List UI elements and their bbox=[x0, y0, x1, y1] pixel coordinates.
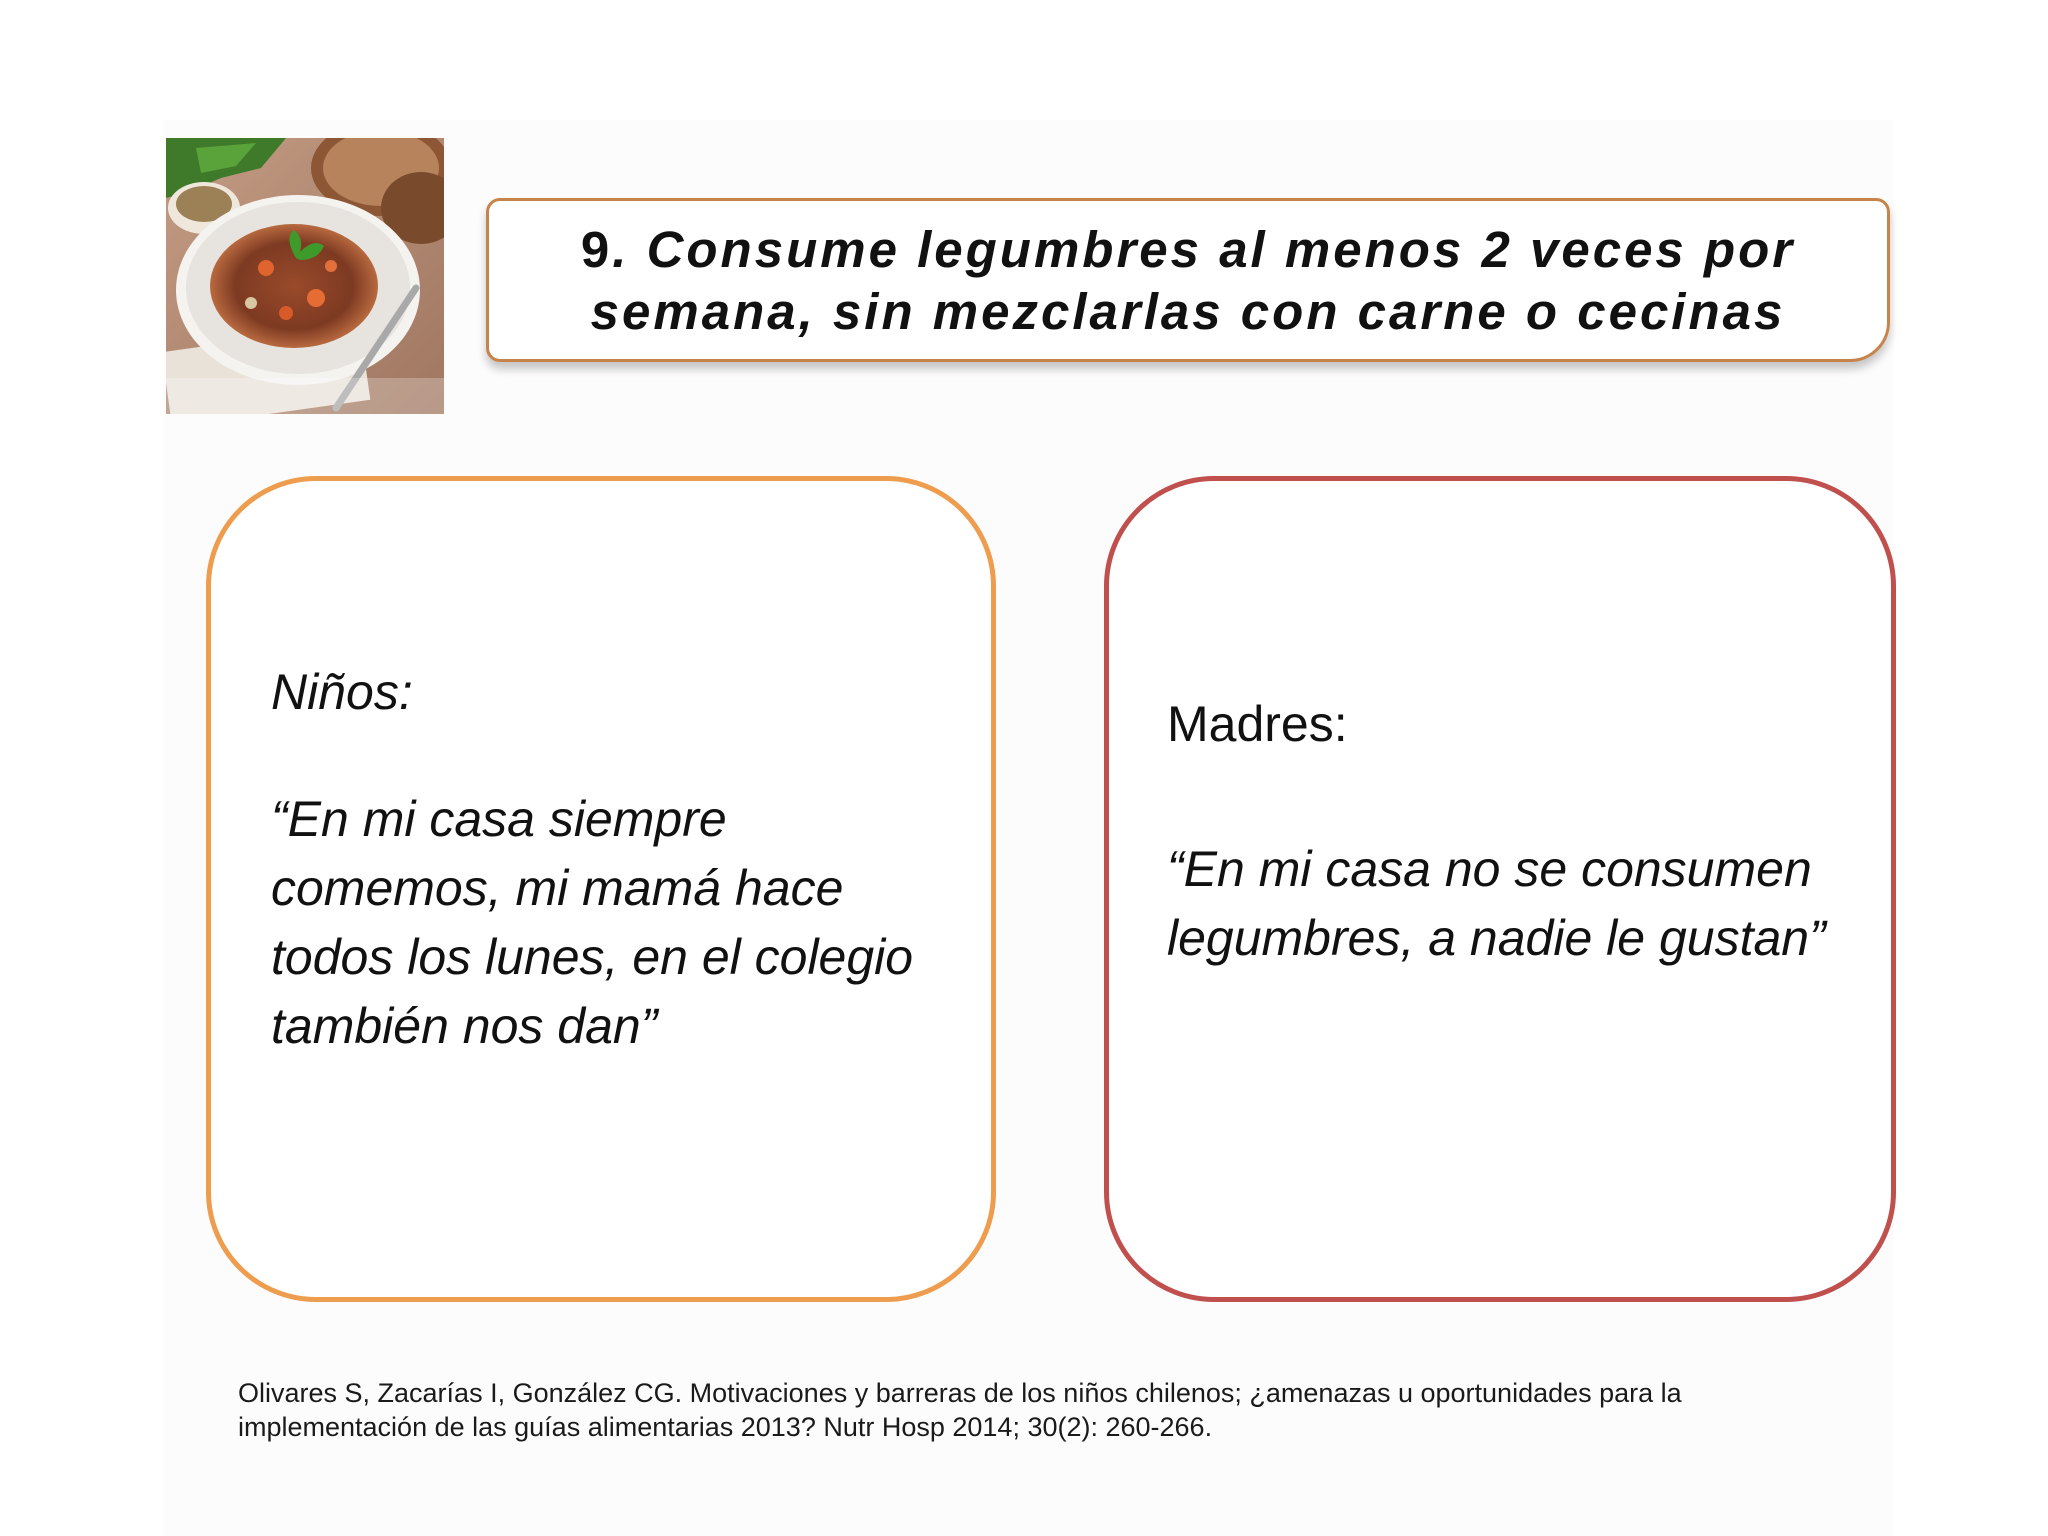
slide-title bbox=[489, 217, 1887, 343]
ninos-quote-card bbox=[206, 476, 996, 1302]
lentil-soup-icon bbox=[166, 138, 444, 414]
title-banner bbox=[486, 198, 1890, 362]
ninos-quote: “En mi casa siempre comemos, mi mamá hace todos los lunes, en el colegio también nos dan” bbox=[271, 791, 914, 1054]
madres-quote-card bbox=[1104, 476, 1896, 1302]
madres-heading: Madres: bbox=[1167, 696, 1348, 752]
title-number: 9 bbox=[580, 221, 613, 278]
madres-quote: “En mi casa no se consumen legumbres, a nadie le gustan” bbox=[1167, 841, 1826, 966]
title-text: . Consume legumbres al menos 2 veces por semana, sin mezclarlas con carne o cecinas bbox=[590, 221, 1796, 340]
citation: Olivares S, Zacarías I, González CG. Motivaciones y barreras de los niños chilenos; ¿amenazas u oportunidades para la implementación de las guías alimentarias 2013? Nutr Hosp 2014; 30(2): 260-266. bbox=[238, 1378, 1682, 1442]
lentil-soup-image bbox=[166, 138, 444, 414]
ninos-heading: Niños: bbox=[271, 664, 413, 720]
